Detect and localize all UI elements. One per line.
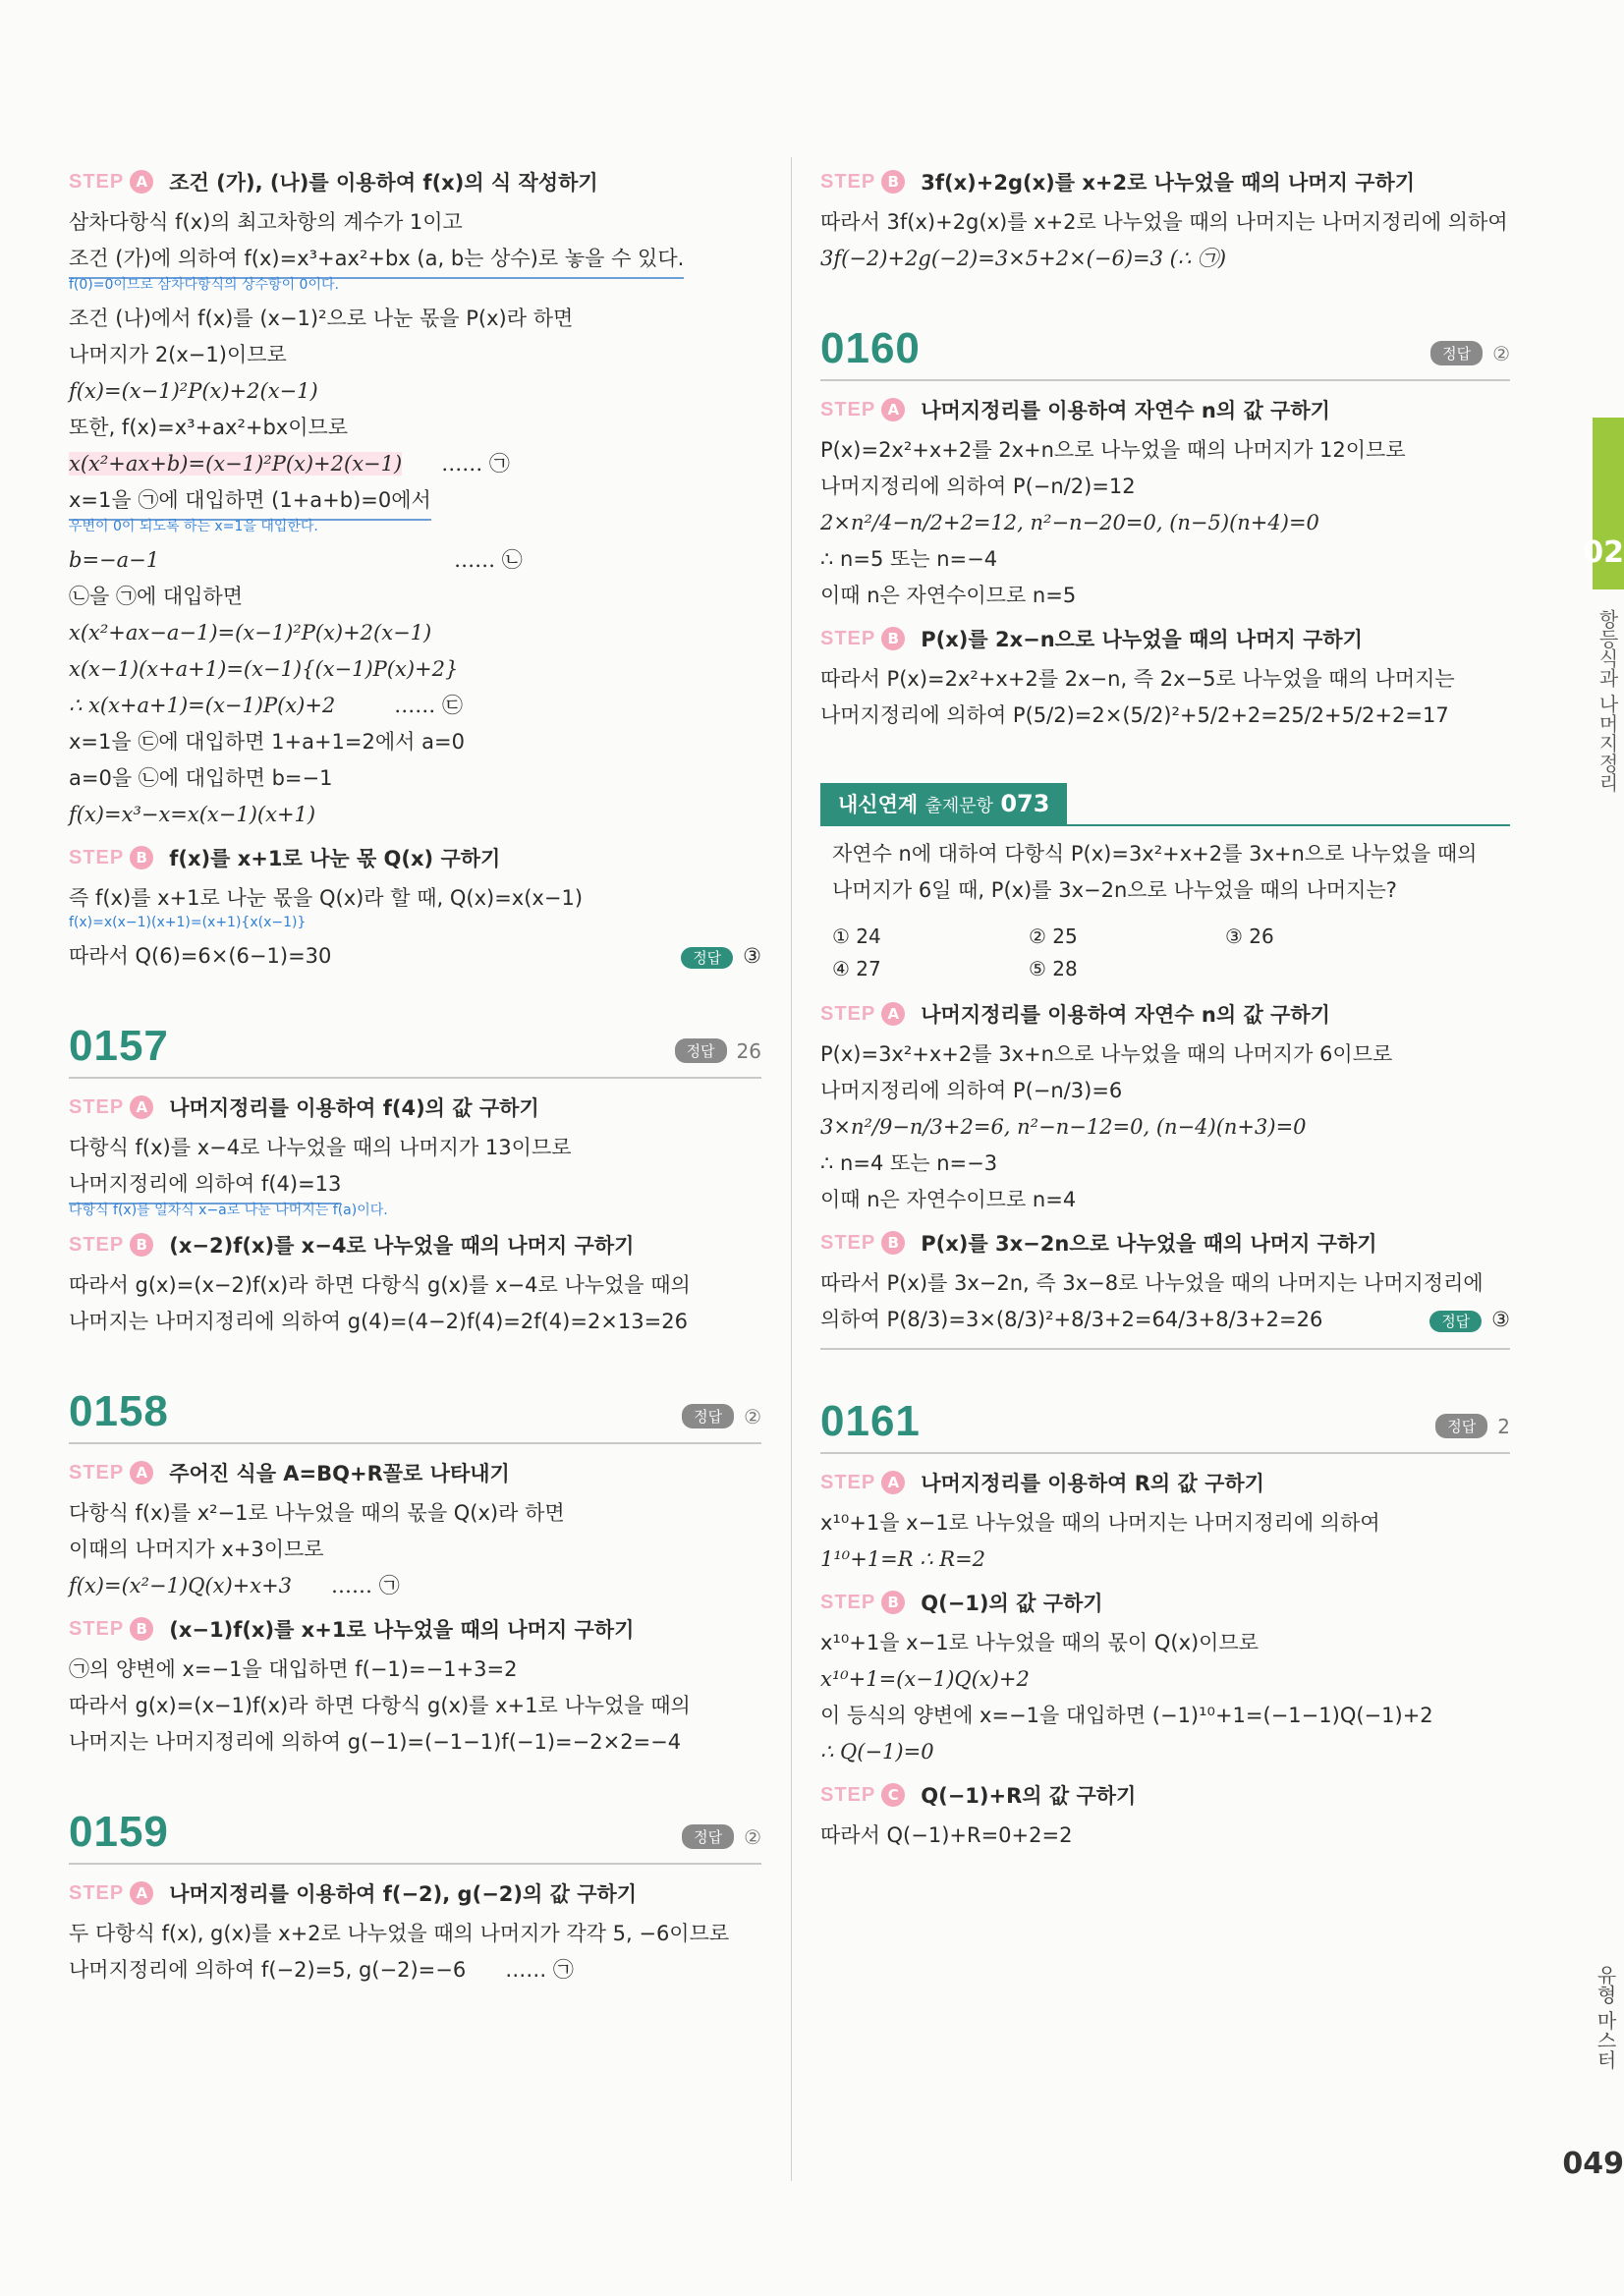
- step-a-icon: A: [130, 170, 153, 194]
- solution-line: ㉠의 양변에 x=−1을 대입하면 f(−1)=−1+3=2: [69, 1657, 518, 1681]
- step-b-heading: STEP B P(x)를 2x−n으로 나누었을 때의 나머지 구하기: [820, 627, 1363, 651]
- choice-1[interactable]: ① 24: [832, 924, 881, 948]
- solution-line: 나머지정리에 의하여 f(4)=13: [69, 1166, 341, 1204]
- problem-number: 0157: [69, 1022, 169, 1070]
- choice-2[interactable]: ② 25: [1029, 924, 1078, 948]
- step-b-icon: B: [881, 1231, 905, 1255]
- equation-line: ∴ Q(−1)=0: [820, 1740, 934, 1764]
- mark-label: …… ㉠: [331, 1574, 400, 1597]
- solution-line: x¹⁰+1을 x−1로 나누었을 때의 나머지는 나머지정리에 의하여: [820, 1511, 1380, 1535]
- solution-line: 따라서 g(x)=(x−1)f(x)라 하면 다항식 g(x)를 x+1로 나누었을 때의: [69, 1694, 691, 1717]
- choice-4[interactable]: ④ 27: [832, 957, 881, 980]
- step-a-icon: A: [130, 1095, 153, 1119]
- step-b-icon: B: [130, 1617, 153, 1641]
- solution-line: 나머지정리에 의하여 P(5/2)=2×(5/2)²+5/2+2=25/2+5/2+2=17: [820, 703, 1449, 727]
- step-a-heading: STEP A 나머지정리를 이용하여 자연수 n의 값 구하기: [820, 1002, 1330, 1027]
- problem-number: 0161: [820, 1397, 921, 1445]
- solution-line: ㉡을 ㉠에 대입하면: [69, 585, 244, 608]
- solution-line: 나머지정리에 의하여 P(−n/3)=6: [820, 1079, 1123, 1102]
- step-a-icon: A: [130, 1461, 153, 1484]
- step-a-heading: STEP A 주어진 식을 A=BQ+R꼴로 나타내기: [69, 1461, 510, 1485]
- step-a-heading: STEP A 나머지정리를 이용하여 자연수 n의 값 구하기: [820, 398, 1330, 422]
- solution-line: 이때의 나머지가 x+3이므로: [69, 1538, 324, 1561]
- solution-line: x=1을 ㉠에 대입하면 (1+a+b)=0에서: [69, 482, 431, 521]
- solution-line: 다항식 f(x)를 x²−1로 나누었을 때의 몫을 Q(x)라 하면: [69, 1501, 565, 1525]
- problem-0161: [820, 1397, 1510, 1854]
- solution-line: 나머지는 나머지정리에 의하여 g(−1)=(−1−1)f(−1)=−2×2=−4: [69, 1730, 682, 1754]
- solution-line: 즉 f(x)를 x+1로 나눈 몫을 Q(x)라 할 때, Q(x)=x(x−1): [69, 886, 584, 910]
- step-a-icon: A: [881, 398, 905, 421]
- solution-line: 나머지정리에 의하여 f(−2)=5, g(−2)=−6: [69, 1958, 467, 1982]
- chapter-number: 02: [1583, 535, 1624, 570]
- solution-line: 조건 (나)에서 f(x)를 (x−1)²으로 나눈 몫을 P(x)라 하면: [69, 307, 574, 330]
- step-a-heading: STEP A 나머지정리를 이용하여 f(4)의 값 구하기: [69, 1095, 539, 1120]
- chapter-title: 항등식과 나머지정리: [1596, 609, 1619, 793]
- mark-label: …… ㉢: [394, 694, 463, 717]
- answer-indicator: 정답 ③: [1429, 1302, 1510, 1340]
- problem-0158: [69, 1387, 761, 1761]
- solution-line: 따라서 Q(−1)+R=0+2=2: [820, 1823, 1073, 1847]
- mark-label: …… ㉠: [505, 1958, 574, 1982]
- solution-line: 따라서 P(x)=2x²+x+2를 2x−n, 즉 2x−5로 나누었을 때의 나머지는: [820, 667, 1455, 691]
- solution-note: 우변이 0이 되도록 하는 x=1을 대입한다.: [69, 519, 318, 534]
- step-b-icon: B: [130, 846, 153, 869]
- solution-note: 다항식 f(x)를 일차식 x−a로 나눈 나머지는 f(a)이다.: [69, 1203, 388, 1218]
- right-column: [820, 157, 1510, 1854]
- problem-number: 0158: [69, 1387, 169, 1435]
- answer-indicator: 정답 26: [675, 1038, 761, 1063]
- solution-line: ∴ n=4 또는 n=−3: [820, 1151, 998, 1175]
- answer-choices: [832, 921, 1498, 985]
- choice-3[interactable]: ③ 26: [1225, 924, 1274, 948]
- equation-line: 3×n²/9−n/3+2=6, n²−n−12=0, (n−4)(n+3)=0: [820, 1115, 1307, 1139]
- answer-indicator: 정답 ②: [1430, 341, 1510, 365]
- step-a-icon: A: [881, 1471, 905, 1494]
- mark-label: …… ㉠: [441, 452, 510, 476]
- equation-line: f(x)=(x²−1)Q(x)+x+3: [69, 1574, 293, 1597]
- question-line: 자연수 n에 대하여 다항식 P(x)=3x²+x+2를 3x+n으로 나누었을 때의: [832, 842, 1478, 866]
- equation-line: x(x²+ax−a−1)=(x−1)²P(x)+2(x−1): [69, 621, 432, 644]
- equation-line: 1¹⁰+1=R ∴ R=2: [820, 1547, 986, 1571]
- step-b-heading: STEP B Q(−1)의 값 구하기: [820, 1591, 1103, 1615]
- equation-line: x¹⁰+1=(x−1)Q(x)+2: [820, 1667, 1030, 1691]
- step-b-icon: B: [130, 1233, 153, 1257]
- equation-line: 3f(−2)+2g(−2)=3×5+2×(−6)=3 (∴ ㉠): [820, 247, 1227, 270]
- step-b-heading: STEP B P(x)를 3x−2n으로 나누었을 때의 나머지 구하기: [820, 1231, 1377, 1256]
- equation-line: x(x−1)(x+a+1)=(x−1){(x−1)P(x)+2}: [69, 657, 459, 681]
- step-b-icon: B: [881, 627, 905, 650]
- answer-indicator: 정답 ②: [682, 1404, 761, 1428]
- step-b-heading: STEP B (x−2)f(x)를 x−4로 나누었을 때의 나머지 구하기: [69, 1233, 635, 1258]
- highlighted-equation: x(x²+ax+b)=(x−1)²P(x)+2(x−1): [69, 452, 403, 476]
- answer-indicator: 정답 ②: [682, 1824, 761, 1849]
- column-divider: [791, 157, 792, 2181]
- solution-line: x=1을 ㉢에 대입하면 1+a+1=2에서 a=0: [69, 730, 465, 754]
- step-c-icon: C: [881, 1783, 905, 1807]
- solution-line: 나머지정리에 의하여 P(−n/2)=12: [820, 475, 1136, 498]
- left-column: [69, 157, 761, 1988]
- solution-line: 두 다항식 f(x), g(x)를 x+2로 나누었을 때의 나머지가 각각 5, −6이므로: [69, 1922, 730, 1945]
- solution-line: P(x)=2x²+x+2를 2x+n으로 나누었을 때의 나머지가 12이므로: [820, 438, 1406, 462]
- problem-0157: [69, 1022, 761, 1340]
- solution-line: 이 등식의 양변에 x=−1을 대입하면 (−1)¹⁰+1=(−1−1)Q(−1)+2: [820, 1704, 1433, 1727]
- equation-line: b=−a−1: [69, 548, 160, 572]
- equation-line: ∴ x(x+a+1)=(x−1)P(x)+2: [69, 694, 336, 717]
- solution-note: f(x)=x(x−1)(x+1)=(x+1){x(x−1)}: [69, 915, 307, 930]
- step-b-heading: STEP B f(x)를 x+1로 나눈 몫 Q(x) 구하기: [69, 846, 501, 870]
- step-a-icon: A: [881, 1002, 905, 1026]
- step-a-icon: A: [130, 1881, 153, 1905]
- equation-line: f(x)=(x−1)²P(x)+2(x−1): [69, 379, 318, 403]
- solution-line: 삼차다항식 f(x)의 최고차항의 계수가 1이고: [69, 210, 463, 234]
- solution-line: 나머지가 2(x−1)이므로: [69, 343, 287, 366]
- related-problem-tag: 내신연계 출제문항 073: [820, 783, 1067, 824]
- solution-line: 다항식 f(x)를 x−4로 나누었을 때의 나머지가 13이므로: [69, 1136, 572, 1159]
- answer-indicator: 정답 ③: [681, 938, 761, 977]
- solution-line: 조건 (가)에 의하여 f(x)=x³+ax²+bx (a, b는 상수)로 놓을 수 있다.: [69, 241, 684, 279]
- problem-number: 0159: [69, 1808, 169, 1856]
- mark-label: …… ㉡: [454, 548, 523, 572]
- page-number: 049: [1562, 2147, 1624, 2181]
- step-a-heading: STEP A 조건 (가), (나)를 이용하여 f(x)의 식 작성하기: [69, 170, 598, 195]
- related-problem-box: [820, 783, 1510, 1350]
- answer-indicator: 정답 2: [1435, 1414, 1510, 1438]
- solution-note: f(0)=0이므로 삼차다항식의 상수항이 0이다.: [69, 277, 339, 293]
- problem-0159: [69, 1808, 761, 1988]
- solution-line: 또한, f(x)=x³+ax²+bx이므로: [69, 416, 349, 439]
- solution-line: 따라서 Q(6)=6×(6−1)=30: [69, 944, 332, 968]
- solution-line: ∴ n=5 또는 n=−4: [820, 547, 998, 571]
- solution-line: 의하여 P(8/3)=3×(8/3)²+8/3+2=64/3+8/3+2=26: [820, 1308, 1323, 1331]
- equation-line: 2×n²/4−n/2+2=12, n²−n−20=0, (n−5)(n+4)=0: [820, 511, 1319, 534]
- solution-line: 이때 n은 자연수이므로 n=4: [820, 1188, 1077, 1211]
- solution-line: 나머지는 나머지정리에 의하여 g(4)=(4−2)f(4)=2f(4)=2×13=26: [69, 1310, 688, 1333]
- question-line: 나머지가 6일 때, P(x)를 3x−2n으로 나누었을 때의 나머지는?: [832, 878, 1397, 902]
- step-b-heading: STEP B 3f(x)+2g(x)를 x+2로 나누었을 때의 나머지 구하기: [820, 170, 1416, 195]
- solution-line: 따라서 3f(x)+2g(x)를 x+2로 나누었을 때의 나머지는 나머지정리에 의하여: [820, 210, 1508, 234]
- solution-line: P(x)=3x²+x+2를 3x+n으로 나누었을 때의 나머지가 6이므로: [820, 1042, 1393, 1066]
- step-a-heading: STEP A 나머지정리를 이용하여 f(−2), g(−2)의 값 구하기: [69, 1881, 638, 1906]
- step-b-heading: STEP B (x−1)f(x)를 x+1로 나누었을 때의 나머지 구하기: [69, 1617, 635, 1642]
- problem-number: 0160: [820, 324, 921, 372]
- step-a-heading: STEP A 나머지정리를 이용하여 R의 값 구하기: [820, 1471, 1264, 1495]
- equation-line: f(x)=x³−x=x(x−1)(x+1): [69, 803, 316, 826]
- solution-line: 따라서 g(x)=(x−2)f(x)라 하면 다항식 g(x)를 x−4로 나누었을 때의: [69, 1273, 691, 1297]
- section-label: 유형 마스터: [1594, 1965, 1617, 2070]
- solution-line: a=0을 ㉡에 대입하면 b=−1: [69, 766, 333, 790]
- solution-line: x¹⁰+1을 x−1로 나누었을 때의 몫이 Q(x)이므로: [820, 1631, 1260, 1654]
- choice-5[interactable]: ⑤ 28: [1029, 957, 1078, 980]
- step-c-heading: STEP C Q(−1)+R의 값 구하기: [820, 1783, 1137, 1808]
- problem-0160: [820, 324, 1510, 734]
- step-b-icon: B: [881, 1591, 905, 1614]
- solution-line: 이때 n은 자연수이므로 n=5: [820, 584, 1077, 607]
- solution-line: 따라서 P(x)를 3x−2n, 즉 3x−8로 나누었을 때의 나머지는 나머지정리에: [820, 1271, 1484, 1295]
- step-b-icon: B: [881, 170, 905, 194]
